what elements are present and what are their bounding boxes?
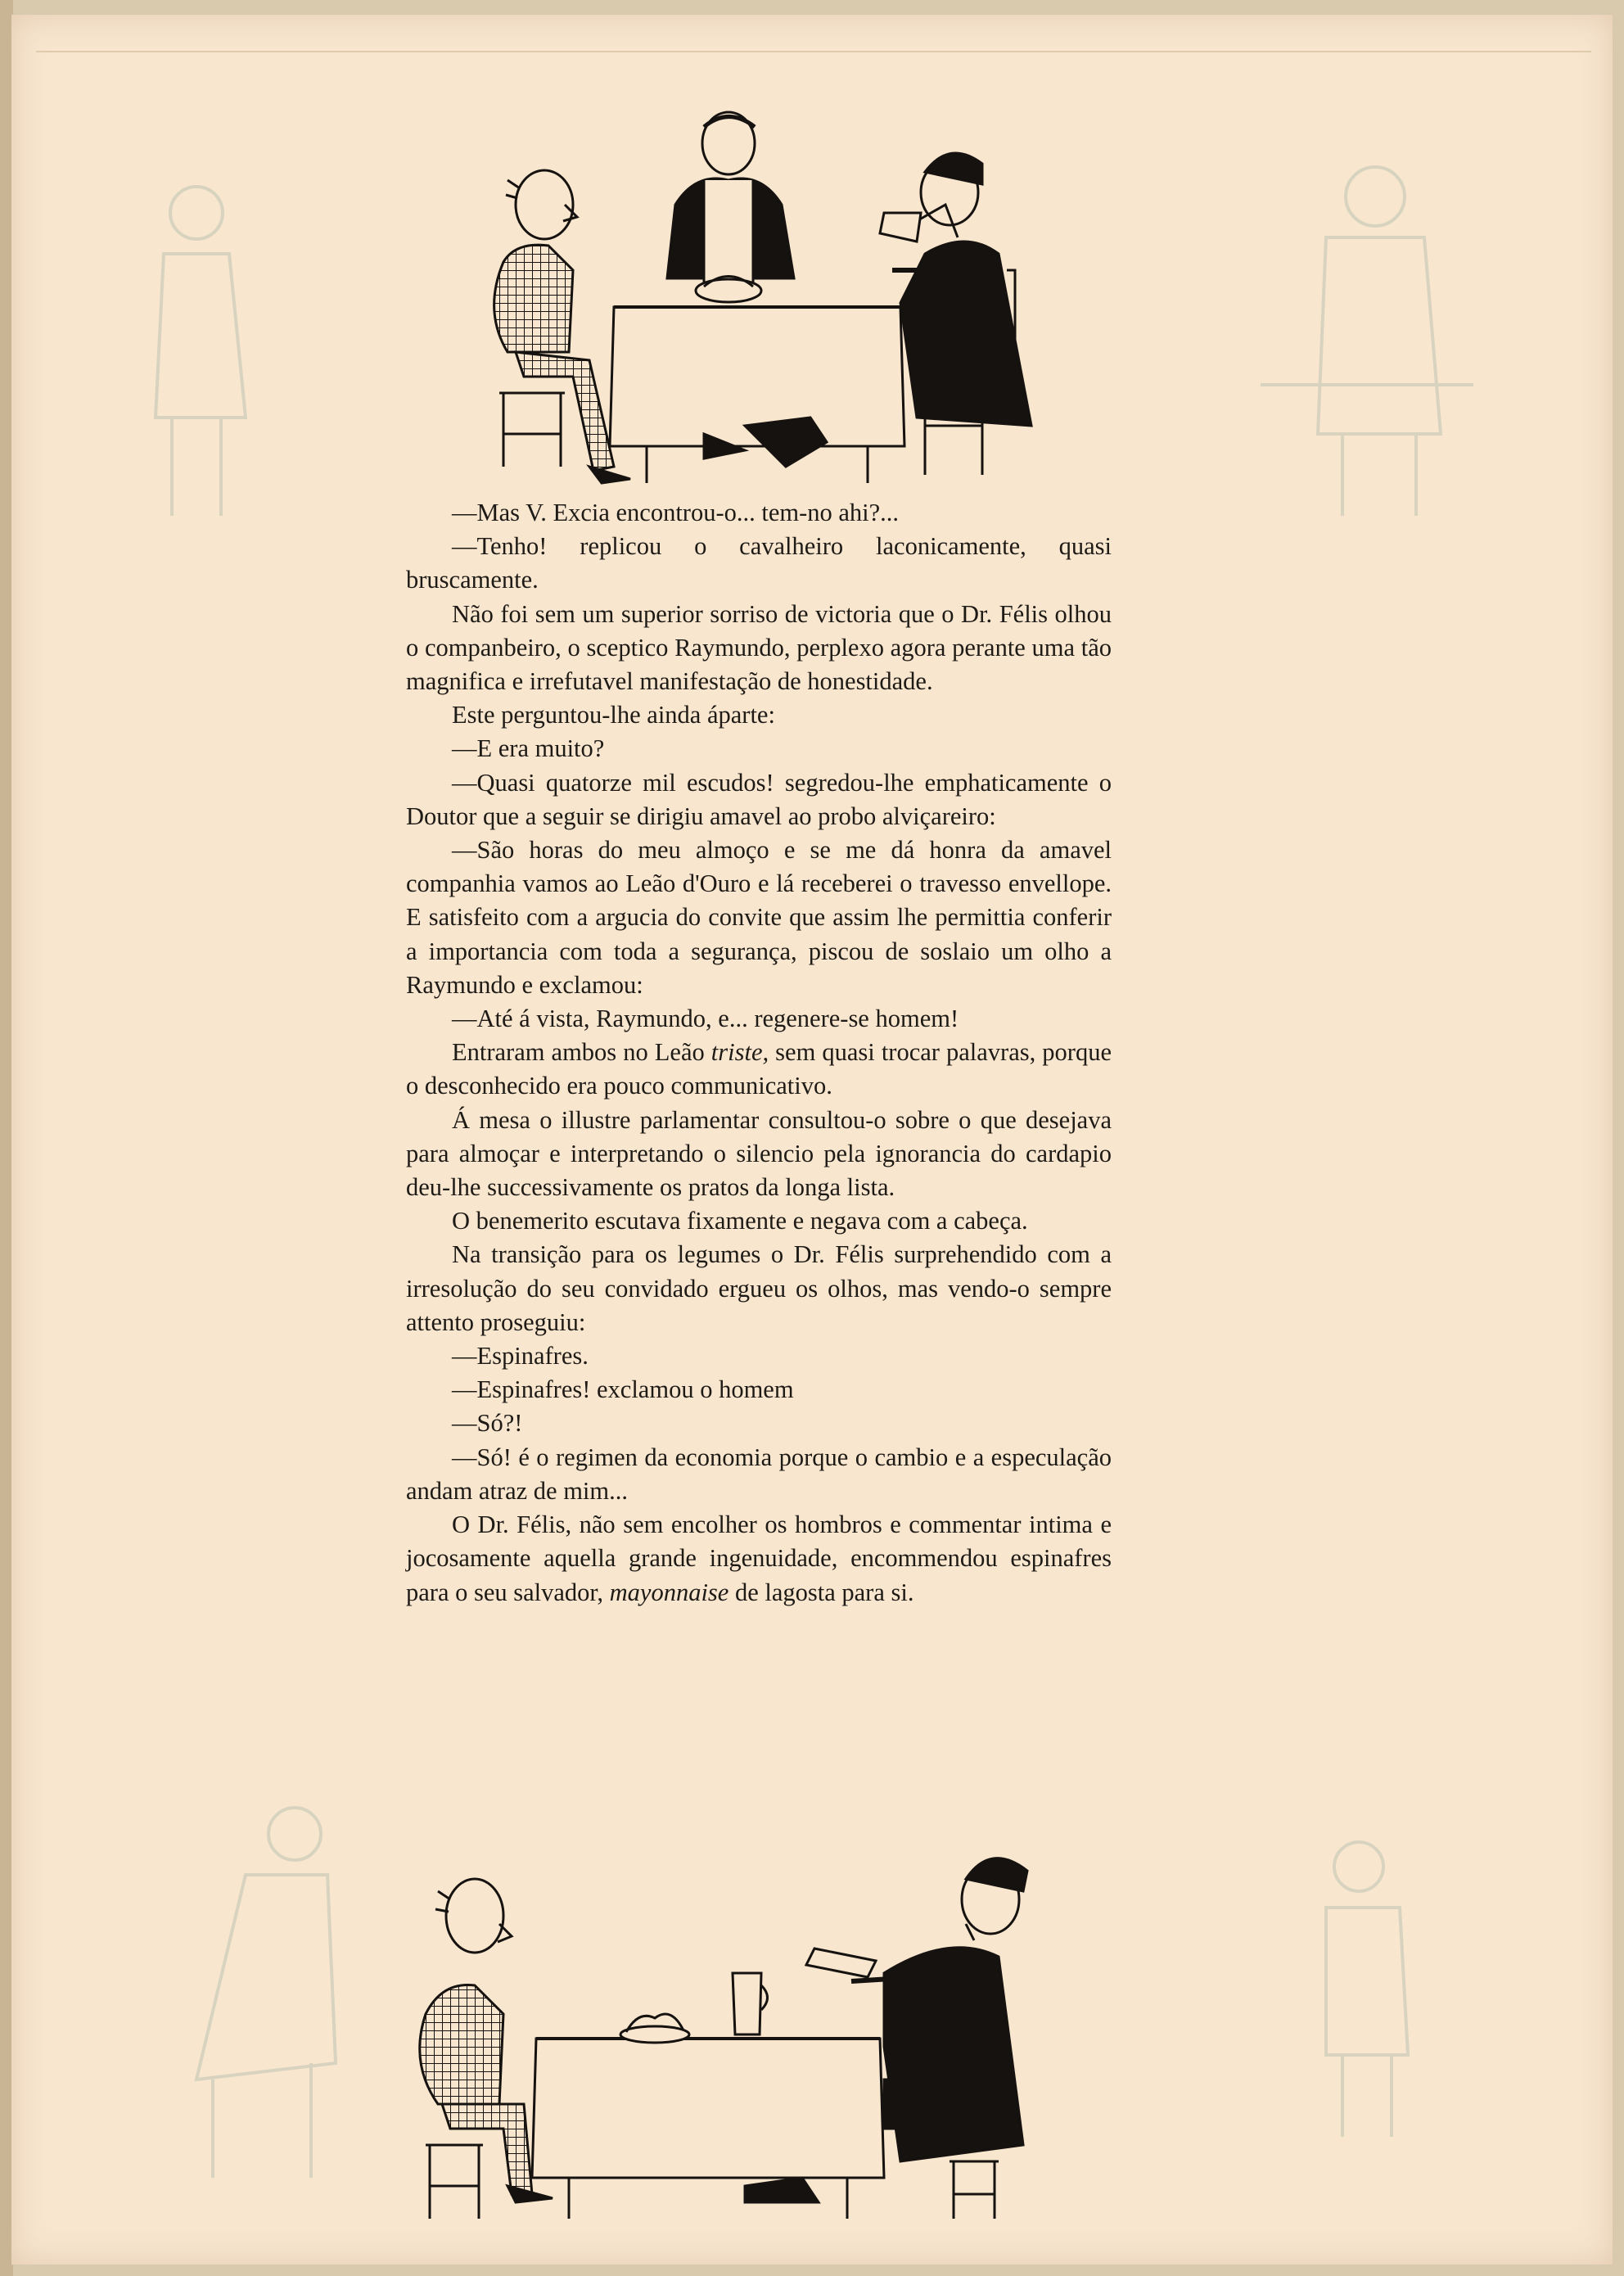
paragraph: [406, 1104, 1112, 1205]
text-segment: Não foi sem um superior sorriso de victoria que o Dr. Félis olhou o companbeiro, o sceptico Raymundo, perplexo agora perante uma tão magnifica e irrefutavel manifestação de honestidade.: [406, 599, 1112, 696]
text-segment: O Dr. Félis, não sem encolher os hombros e commentar intima e jocosamente aquella grande ingenuidade, encommendou espinafres para o seu salvador,: [406, 1511, 1112, 1606]
body-text: [406, 496, 1112, 1610]
restaurant-scene-waiter-icon: [458, 106, 1048, 508]
text-segment: Na transição para os legumes o Dr. Félis surprehendido com a irresolução do seu convidado ergueu os olhos, mas vendo-o sempre attento proseguiu:: [406, 1240, 1112, 1336]
paragraph: [406, 732, 1112, 765]
bottom-illustration: [393, 1834, 1080, 2227]
paragraph: [406, 1373, 1112, 1407]
text-segment: —Espinafres.: [452, 1342, 589, 1371]
show-through-figure-icon: [147, 1801, 360, 2194]
text-segment: —Espinafres! exclamou o homem: [452, 1375, 794, 1404]
paragraph: [406, 1036, 1112, 1103]
text-segment: —Quasi quatorze mil escudos! segredou-lhe emphaticamente o Doutor que a seguir se dirigiu amavel ao probo alviçareiro:: [406, 768, 1112, 830]
paragraph: [406, 530, 1112, 597]
paragraph: [406, 1441, 1112, 1508]
paragraph: [406, 833, 1112, 1002]
paragraph: [406, 766, 1112, 833]
paragraph: [406, 1204, 1112, 1238]
text-segment: —Só! é o regimen da economia porque o cambio e a especulação andam atraz de mim...: [406, 1443, 1112, 1505]
paragraph: [406, 1508, 1112, 1610]
text-segment: —São horas do meu almoço e se me dá honra da amavel companhia vamos ao Leão d'Ouro e lá receberei o travesso envellope. E satisfeito com a argucia do convite que assim lhe permittia conferir a importancia com toda a segurança, piscou de soslaio um olho a Raymundo e exclamou:: [406, 836, 1112, 999]
text-segment: Á mesa o illustre parlamentar consultou-o sobre o que desejava para almoçar e interpretando o silencio pela ignorancia do cardapio deu-lhe successivamente os pratos da longa lista.: [406, 1105, 1112, 1202]
text-segment: O benemerito escutava fixamente e negava com a cabeça.: [452, 1207, 1028, 1235]
text-segment: —Tenho! replicou o cavalheiro laconicamente, quasi bruscamente.: [406, 532, 1112, 594]
italic-text: mayonnaise: [609, 1578, 729, 1606]
show-through-figure-icon: [1228, 123, 1473, 532]
torn-top-edge: [36, 39, 1591, 52]
text-segment: —Até á vista, Raymundo, e... regenere-se homem!: [452, 1005, 959, 1033]
italic-text: triste,: [710, 1038, 769, 1067]
text-segment: —Só?!: [452, 1409, 523, 1438]
text-segment: —E era muito?: [452, 734, 605, 763]
show-through-figure-icon: [115, 172, 295, 532]
paragraph: [406, 1238, 1112, 1339]
text-segment: —Mas V. Excia encontrou-o... tem-no ahi?...: [452, 499, 900, 526]
text-segment: de lagosta para si.: [729, 1578, 914, 1606]
text-segment: Este perguntou-lhe ainda áparte:: [452, 701, 775, 729]
text-segment: Entraram ambos no Leão: [452, 1038, 711, 1067]
paragraph: [406, 1339, 1112, 1373]
restaurant-scene-dining-icon: [393, 1834, 1080, 2227]
paragraph: [406, 1407, 1112, 1440]
show-through-figure-icon: [1301, 1826, 1432, 2153]
paragraph: [406, 1002, 1112, 1036]
top-illustration: [458, 106, 1048, 508]
paragraph: [406, 496, 1112, 530]
paragraph: [406, 598, 1112, 699]
paragraph: [406, 698, 1112, 732]
text-segment: sem quasi trocar palavras, porque o desconhecido era pouco communicativo.: [406, 1038, 1112, 1100]
